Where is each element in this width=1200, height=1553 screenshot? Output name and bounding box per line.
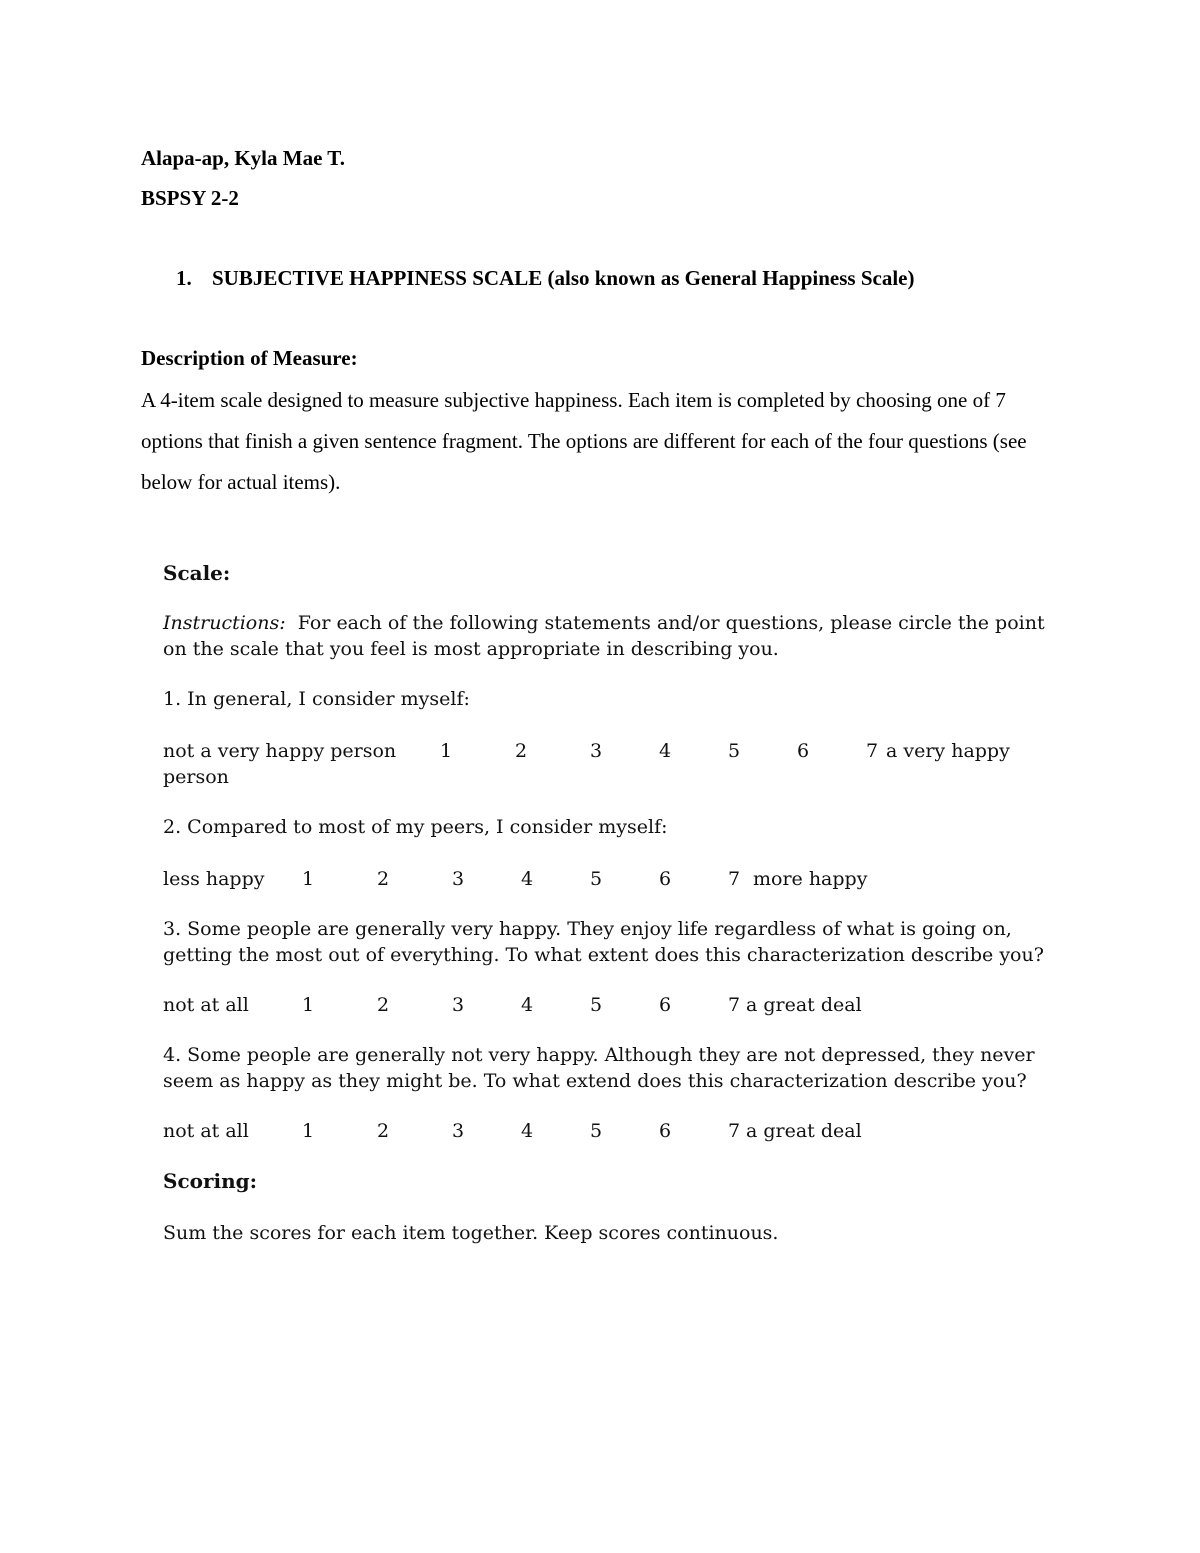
scoring-text: Sum the scores for each item together. Keep scores continuous. xyxy=(163,1222,779,1244)
scale-point[interactable]: 7 xyxy=(866,740,879,762)
scale-point[interactable]: 4 xyxy=(521,994,534,1016)
scale-point[interactable]: 3 xyxy=(452,868,465,890)
scale-point[interactable]: 1 xyxy=(440,740,453,762)
scale-point[interactable]: 2 xyxy=(377,868,390,890)
student-name: Alapa-ap, Kyla Mae T. xyxy=(141,146,345,170)
response-row-3 xyxy=(163,992,1063,1044)
question-3: 3. Some people are generally very happy. They enjoy life regardless of what is going on, getting the most out of everything. To what extent does this characterization describe you? xyxy=(163,918,1044,966)
instructions xyxy=(163,610,1063,662)
instructions-label: Instructions: xyxy=(163,612,286,634)
high-anchor-1: a very happy xyxy=(886,740,1010,762)
scale-point[interactable]: 5 xyxy=(590,994,603,1016)
question-1: 1. In general, I consider myself: xyxy=(163,688,470,710)
scale-point[interactable]: 2 xyxy=(515,740,528,762)
scale-point[interactable]: 1 xyxy=(302,994,315,1016)
question-4: 4. Some people are generally not very happy. Although they are not depressed, they never seem as happy as they might be. To what extend does this characterization describe you? xyxy=(163,1044,1035,1092)
scale-point[interactable]: 3 xyxy=(452,994,465,1016)
scale-point[interactable]: 4 xyxy=(521,1120,534,1142)
low-anchor-1: not a very happy person xyxy=(163,740,397,762)
scale-point[interactable]: 5 xyxy=(590,1120,603,1142)
high-anchor-3: a great deal xyxy=(746,994,862,1016)
scale-point[interactable]: 6 xyxy=(659,994,672,1016)
scale-point[interactable]: 1 xyxy=(302,1120,315,1142)
high-anchor-2: more happy xyxy=(753,868,868,890)
scale-point[interactable]: 3 xyxy=(590,740,603,762)
response-row-2 xyxy=(163,866,1063,918)
scale-heading: Scale: xyxy=(163,561,231,585)
scale-point[interactable]: 2 xyxy=(377,1120,390,1142)
low-anchor-4: not at all xyxy=(163,1120,249,1142)
scale-point[interactable]: 3 xyxy=(452,1120,465,1142)
scale-point[interactable]: 4 xyxy=(659,740,672,762)
instructions-text: For each of the following statements and/or questions, please circle the point on the scale that you feel is most appropriate in describing you. xyxy=(163,612,1045,660)
scale-point[interactable]: 2 xyxy=(377,994,390,1016)
scale-point[interactable]: 7 xyxy=(728,994,741,1016)
high-anchor-4: a great deal xyxy=(746,1120,862,1142)
scoring-heading: Scoring: xyxy=(163,1169,258,1193)
scale-point[interactable]: 5 xyxy=(728,740,741,762)
scale-point[interactable]: 1 xyxy=(302,868,315,890)
description-body: A 4-item scale designed to measure subjective happiness. Each item is completed by choosing one of 7 options that finish a given sentence fragment. The options are different for each of the four questions (see below for actual items). xyxy=(141,388,1027,494)
student-section: BSPSY 2-2 xyxy=(141,186,239,210)
response-row-4 xyxy=(163,1118,1063,1170)
scale-point[interactable]: 4 xyxy=(521,868,534,890)
scale-point[interactable]: 5 xyxy=(590,868,603,890)
question-2: 2. Compared to most of my peers, I consider myself: xyxy=(163,816,668,838)
scale-point[interactable]: 6 xyxy=(659,868,672,890)
response-row-1 xyxy=(163,738,1063,790)
scale-point[interactable]: 6 xyxy=(797,740,810,762)
title-text: SUBJECTIVE HAPPINESS SCALE (also known as General Happiness Scale) xyxy=(212,266,915,290)
scale-point[interactable]: 7 xyxy=(728,868,741,890)
scale-point[interactable]: 7 xyxy=(728,1120,741,1142)
scale-title xyxy=(176,266,914,290)
low-anchor-3: not at all xyxy=(163,994,249,1016)
low-anchor-1-wrap: person xyxy=(163,766,229,788)
scale-point[interactable]: 6 xyxy=(659,1120,672,1142)
title-number: 1. xyxy=(176,266,192,290)
description-heading: Description of Measure: xyxy=(141,346,358,370)
low-anchor-2: less happy xyxy=(163,868,265,890)
